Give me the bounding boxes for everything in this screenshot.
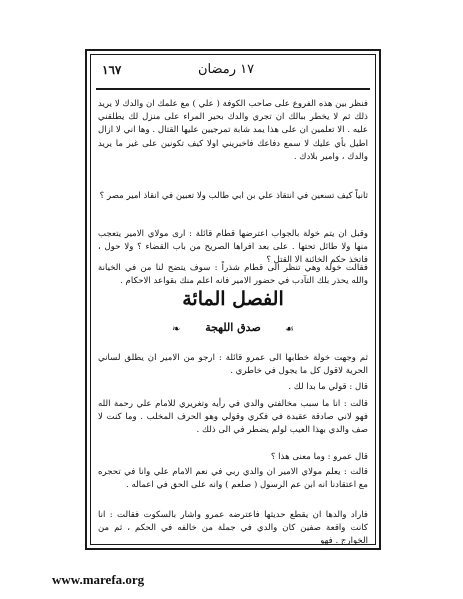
running-title: ١٧ رمضان: [198, 62, 255, 77]
page-number: ١٦٧: [102, 63, 122, 77]
ornament-icon: ❧: [172, 324, 181, 335]
dialogue-text: قالت : يعلم مولاي الامير ان والدي ربي في نعم الامام علي وانا في تحجره مع اعتقادنا انه ابن عم الرسول ( صلعم ) وانه على الحق في اعماله .: [98, 467, 368, 491]
dialogue-5: [98, 466, 368, 492]
dialogue-2: [98, 381, 368, 394]
dialogue-6: [98, 509, 368, 549]
chapter-title: الفصل المائة: [182, 288, 284, 310]
paragraph-4: [98, 262, 368, 288]
dialogue-text: قال : قولي ما بدا لك .: [288, 382, 368, 392]
paragraph-2: [98, 190, 368, 203]
chapter-subtitle-box: [168, 318, 298, 340]
ornament-icon: ☙: [285, 324, 294, 335]
dialogue-3: [98, 398, 368, 438]
dialogue-text: قال عمرو : وما معنى هذا ؟: [270, 452, 368, 462]
dialogue-text: فاراد والدها ان يقطع حديثها فاعترضه عمرو واشار بالسكوت فقالت : انا كانت واقعة صفين كان والدي في جملة من خالفه في الحكم ، ثم من الخوارج . فهو: [98, 510, 368, 547]
dialogue-text: قالت : انا ما سبب مخالفتي والدي في رأيه وتغريري للامام علي رحمة الله فهو لاني صادقة عقيدة في فكري وقولي وهو الحرف المخلب . وما كنت لا صف والدي بهذا العيب لولم يضطر في الى ذلك .: [98, 399, 368, 436]
dialogue-4: [98, 451, 368, 464]
paragraph-text: فقالت خولة وهي تنظر الى قطام شذراً : سوف يتضح لنا من في الخيانة والله يحذر بلك التآدب في حضور الامير فانه اعلم منك بقواعد الاحكام .: [98, 263, 368, 287]
header-rule: [96, 88, 370, 90]
paragraph-text: ثانياً كيف تسعين في انتقاذ علي بن ابي طالب ولا تعبين في انقاذ امير مصر ؟: [99, 191, 368, 201]
paragraph-text: وقبل ان يتم خولة بالجواب اعترضها قطام قائلة : ارى مولاي الامير يتعجب منها ولا طائل تحتها . على بعد افراها الصريح من باب القضاء ؟ ولا حول ، فاتخذ حكم الخائنة الا القتل ؟: [98, 229, 368, 266]
dialogue-text: ثم وجهت خولة خطابها الى عمرو قائلة : ارجو من الامير ان يطلق لساني الحرية لاقول كل ما يجول في خاطري .: [98, 353, 368, 377]
footer-site: www.marefa.org: [52, 572, 145, 587]
paragraph-1: [98, 98, 368, 164]
chapter-subtitle: صدق اللهجة: [205, 321, 261, 334]
paragraph-text: فنظر بين هذه الفروع على صاحب الكوفة ( علي ) مع علمك ان والدك لا يريد ذلك ثم لا يخطر ببالك ان تجري والدك بحير المراء على منزل لك يطلقني عليه . الا تعلمين ان على هذا يمد شابة تمرجيين عليها القتال . وها اني لا ازال اطيل بأي عليك لا سمع دفاعك فاخبريني اولا كيف تكونين على غير ما يريد والدك ، وامير بلادك .: [98, 99, 368, 162]
dialogue-1: [98, 352, 368, 378]
page-header: [96, 62, 370, 84]
